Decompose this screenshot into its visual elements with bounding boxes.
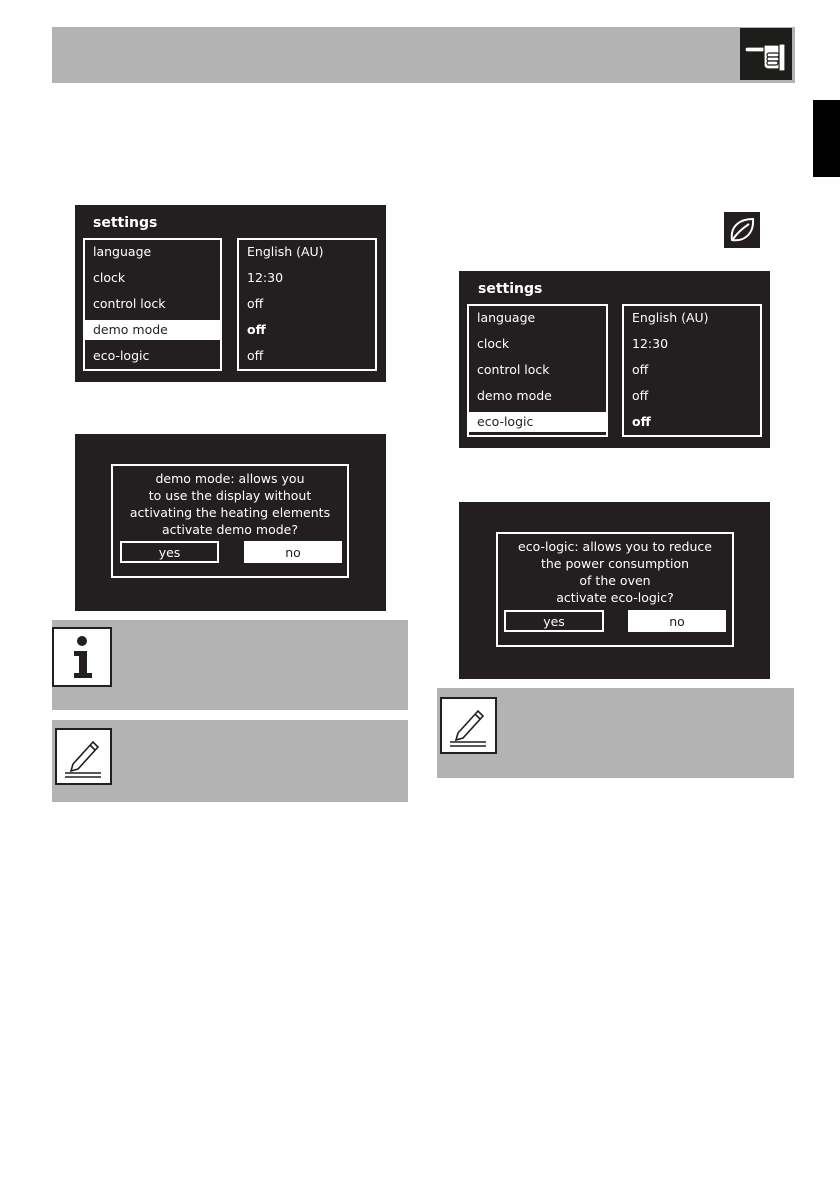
value-control-lock: off [632,362,649,377]
value-demo-mode: off [247,322,266,337]
menu-item-language[interactable]: language [477,310,536,325]
value-eco-logic: off [632,414,651,429]
value-control-lock: off [247,296,264,311]
info-icon [52,627,112,687]
eco-logic-dialog-screen [459,502,770,679]
page-header-bar [52,27,795,83]
dialog-line: the power consumption [540,556,690,571]
dialog-line: to use the display without [148,488,312,503]
pencil-note-icon [440,697,497,754]
menu-item-language[interactable]: language [93,244,152,259]
menu-item-control-lock[interactable]: control lock [93,296,166,311]
pointing-hand-icon [740,28,792,80]
value-language: English (AU) [632,310,709,325]
dialog-line: of the oven [579,573,651,588]
settings-menu-list [467,304,608,437]
screen-title: settings [478,281,543,297]
menu-item-demo-mode[interactable]: demo mode [85,320,220,340]
yes-button[interactable]: yes [504,610,604,632]
screen-title: settings [93,215,158,231]
pencil-note-icon [55,728,112,785]
dialog-line: demo mode: allows you [155,471,305,486]
value-clock: 12:30 [632,336,669,351]
section-side-tab [813,100,840,177]
settings-screen-demo [75,205,386,382]
value-eco-logic: off [247,348,264,363]
dialog-line: activating the heating elements [129,505,331,520]
settings-value-list [237,238,377,371]
dialog-line: eco-logic: allows you to reduce [518,539,712,554]
no-button[interactable]: no [628,610,726,632]
dialog-line: activate demo mode? [161,522,299,537]
menu-item-clock[interactable]: clock [477,336,510,351]
settings-menu-list [83,238,222,371]
menu-item-clock[interactable]: clock [93,270,126,285]
menu-item-control-lock[interactable]: control lock [477,362,550,377]
value-language: English (AU) [247,244,324,259]
dialog-line: activate eco-logic? [556,590,674,605]
leaf-icon [724,212,760,248]
no-button[interactable]: no [244,541,342,563]
value-clock: 12:30 [247,270,284,285]
menu-item-demo-mode[interactable]: demo mode [477,388,552,403]
settings-value-list [622,304,762,437]
value-demo-mode: off [632,388,649,403]
menu-item-eco-logic[interactable]: eco-logic [93,348,150,363]
settings-screen-eco [459,271,770,448]
menu-item-eco-logic[interactable]: eco-logic [469,412,606,432]
demo-mode-dialog-screen [75,434,386,611]
demo-mode-dialog [111,464,349,578]
eco-logic-dialog [496,532,734,647]
yes-button[interactable]: yes [120,541,219,563]
